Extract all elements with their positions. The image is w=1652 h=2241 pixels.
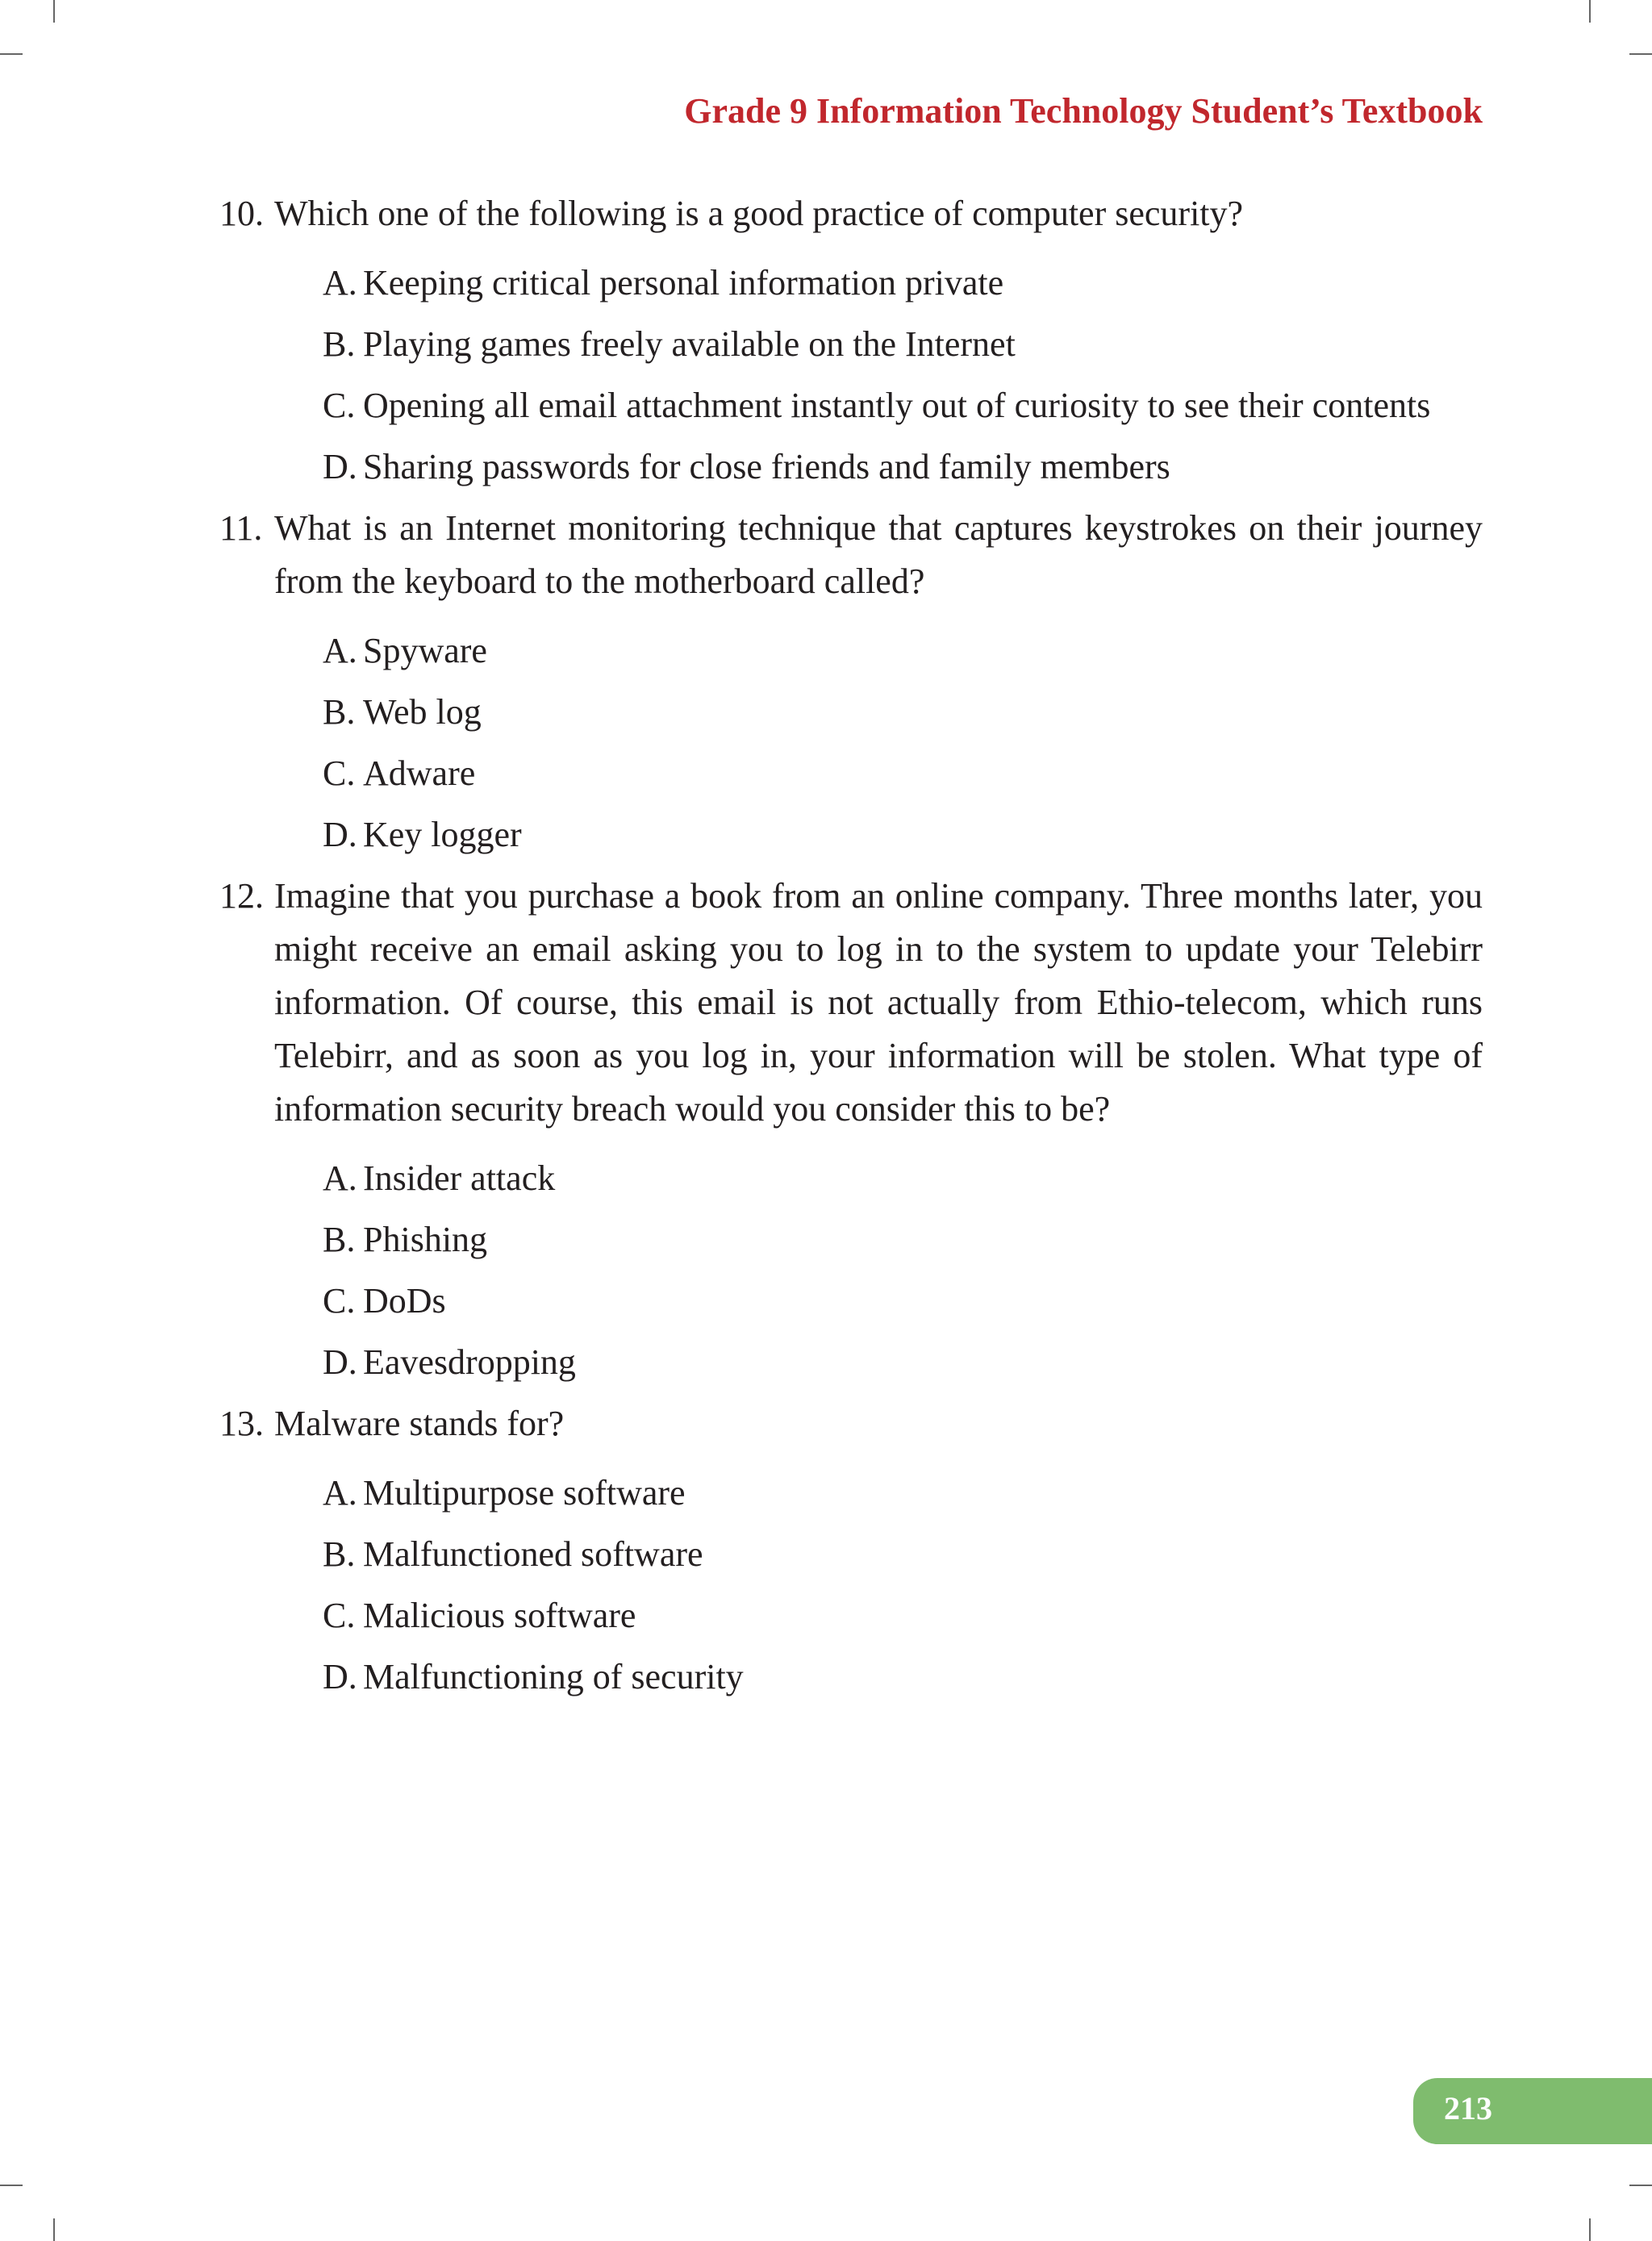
page-number-tab <box>1413 2078 1652 2144</box>
options-list <box>219 1152 1483 1389</box>
question-number: 13. <box>219 1404 264 1443</box>
option-a: A. Keeping critical personal information private <box>323 263 1004 303</box>
option-b: B. Phishing <box>323 1220 488 1259</box>
question-number: 12. <box>219 876 264 916</box>
crop-mark <box>1589 0 1591 23</box>
option-d: D. Malfunctioning of security <box>323 1657 744 1696</box>
question-12 <box>219 870 1483 1136</box>
question-number: 10. <box>219 194 264 233</box>
option-d: D. Sharing passwords for close friends and family members <box>323 447 1170 486</box>
crop-mark <box>53 0 55 23</box>
running-title: Grade 9 Information Technology Student’s Textbook <box>684 91 1483 131</box>
option-c: C. Opening all email attachment instantly out of curiosity to see their contents <box>323 386 1431 425</box>
question-text: Which one of the following is a good practice of computer security? <box>274 194 1244 233</box>
option-d: D. Eavesdropping <box>323 1342 576 1382</box>
options-list <box>219 624 1483 862</box>
question-text: What is an Internet monitoring technique that captures keystrokes on their journey from the keyboard to the motherboard called? <box>274 508 1483 601</box>
option-c: C. Malicious software <box>323 1596 636 1635</box>
crop-mark <box>1629 53 1652 55</box>
option-d: D. Key logger <box>323 815 522 854</box>
question-list <box>219 187 1483 1712</box>
question-10 <box>219 187 1483 240</box>
option-a: A. Multipurpose software <box>323 1473 686 1513</box>
question-text: Imagine that you purchase a book from an online company. Three months later, you might receive an email asking you to log in to the system to update your Telebirr information. Of course, this email is not actually from Ethio-telecom, which runs Telebirr, and as soon as you log in, your information will be stolen. What type of information security breach would you consider this to be? <box>274 876 1483 1129</box>
option-a: A. Insider attack <box>323 1158 556 1198</box>
crop-mark <box>0 2185 23 2186</box>
option-b: B. Web log <box>323 692 482 732</box>
crop-mark <box>1589 2218 1591 2241</box>
options-list <box>219 257 1483 494</box>
question-number: 11. <box>219 508 263 548</box>
option-c: C. Adware <box>323 753 476 793</box>
crop-mark <box>1629 2185 1652 2186</box>
page-number: 213 <box>1444 2090 1492 2126</box>
options-list <box>219 1467 1483 1704</box>
option-b: B. Malfunctioned software <box>323 1534 703 1574</box>
option-c: C. DoDs <box>323 1281 446 1321</box>
question-11 <box>219 502 1483 608</box>
crop-mark <box>0 53 23 55</box>
question-13 <box>219 1397 1483 1450</box>
crop-mark <box>53 2218 55 2241</box>
question-text: Malware stands for? <box>274 1404 565 1443</box>
option-b: B. Playing games freely available on the Internet <box>323 324 1016 364</box>
option-a: A. Spyware <box>323 631 487 670</box>
